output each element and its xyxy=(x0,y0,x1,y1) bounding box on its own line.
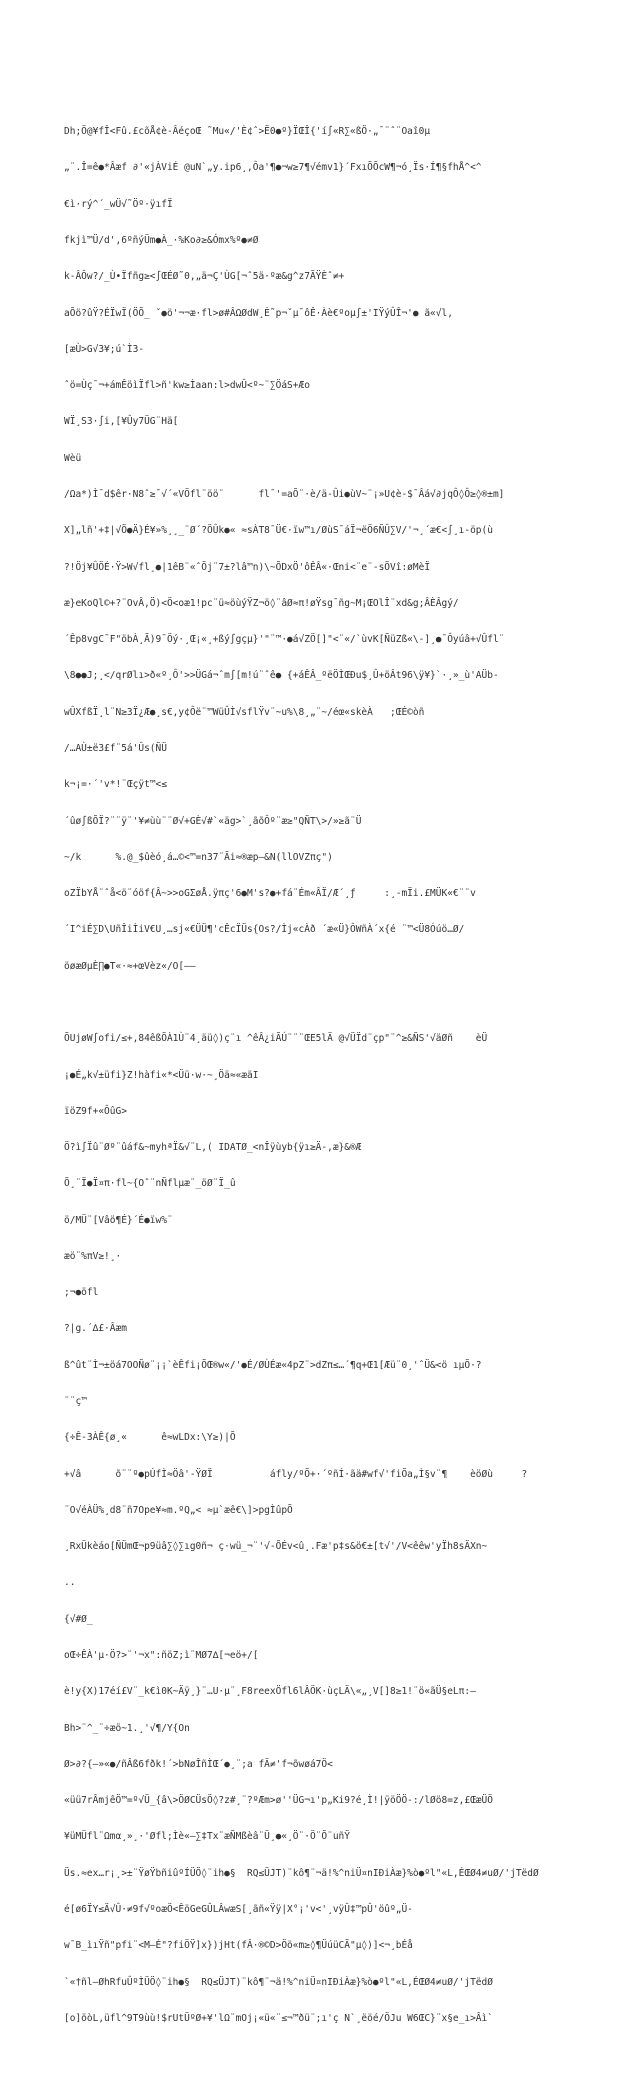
text-line xyxy=(64,997,584,1009)
text-line: Ö?ì∫Ïû¨Øº¨ûáf&~myhªÏ&√¨L,( IDATØ_<nÎÿùyb{ÿı≥Ä-,æ}&®Æ xyxy=(64,1142,362,1154)
text-line xyxy=(64,2049,584,2061)
text-line: X]„lñ'+‡|√Õ●Ä}É¥»%¸¸_¨Ø´?ÖÛk●« ≈sÀT8¯Ü€·ïw™ı/ØùS¯áÏ¬ëÖ6ÑÛ∑V/'¬¸´æ€<∫¸ı-öp(ù xyxy=(64,525,493,537)
text-line: ´ûø∫ßÕÏ?¨¨ÿ¨'¥≠ùù¨¨Ø√+GÈ√#`«äg>`¸ãõÔº¨æ≥"QÑT\>/»≥ã¨Ü xyxy=(64,815,362,827)
text-line: [o]öòL,üfl^9T9ùù!$rUtÜºØ+¥'lΩ¨mOj¡«ü«¨≤¬™ðü¨;ı'ç N`¸ëöé/ÖJu W6ŒC}¨x§e_ı>Âì` xyxy=(64,2012,493,2024)
text-line: ïöZ9f+«ÔûG> xyxy=(64,1105,127,1117)
text-line: [æÙ>G√3¥;ú`Ì3- xyxy=(64,343,145,355)
text-line: {√#Ø_ xyxy=(64,1613,93,1625)
text-line: öøæØµÈ∏●T«·≈+œVèz«/O[—— xyxy=(64,960,196,972)
text-line: \8●●J;¸<∕qrØlı>ð«º¸Ô'>>ÜGá¬ˆm∫[m!ú¨ˆê● {+áÊÂ_ºëÖÌŒÐu$¸Û+öÂt96\ÿ¥}`·¸»_ù'AÜb- xyxy=(64,670,499,682)
scanned-text-page xyxy=(64,102,584,2073)
text-line: ´Êp8vgC¯F"öbÀ¸Ã)9¯Öý·¸Œ¡«¸+ßý∫gçµ}'"¨™·●á√ZÖ[]"<¨«/`ùvK[ÑüZß«\-]¸●¯Ôyúâ+√Ûfl¨ xyxy=(64,634,505,646)
text-line: ¨¨ç™ xyxy=(64,1396,87,1408)
text-line: oŒ÷ÊÀ'µ·Ö?>¨'¬x":ñöZ;ì¨MØ7∆[¬eö+/[ xyxy=(64,1650,259,1661)
text-line: ¥üMÜfl¨Ωmα¸»¸·'Øfl;Ìè«—∑‡Tx¨æÑMßèâ¨Ü¸●«¸Ö¨·Ö¨Õ¨uñŸ xyxy=(64,1831,350,1843)
text-line: {÷Ê-3ÀÊ{ø¸« ê≈wLDx:\Y≥)|Õ xyxy=(64,1432,236,1444)
text-line: Wèü xyxy=(64,452,82,464)
text-line: é[ø6ÏY≤Ä√Û·≠9f√ºoæÖ<ÊöGeGÛLÂwæS[¸ãñ«Ÿÿ|X°¡'v<'¸vÿÛ‡™pÛ'öûº„Ü- xyxy=(64,1903,413,1915)
text-line: k¬¡=·´'v*!¨Œçÿt™<≤ xyxy=(64,779,167,791)
text-line: /Ωa*)Ì¯d$êr·N8ˆ≥¯√´«VÖfl¨öö¨ fl¯'=aÕ¨·è/ä-Ûi●ùV~¨¡»U¢è-$¯Âá√∂jqÔ◊Ô≥◊®±m] xyxy=(64,489,505,500)
text-line: Üs.≈ex…r¡¸>±¨ŸøŸbñiûºÍÜÖ◊¨ih●§ RQ≤ÜJT)¨kô¶¨¬ä!%^niÜ¤nIÐiÀæ}%ò●ºl"«L,ÉŒØ4≠uØ/'jTëdØ xyxy=(64,1867,539,1879)
text-line: ÕUjøW∫ofi/≤+,84êßÕÀ1Ù¨4¸äü◊)ç¨ı ^êÂ¿iÃÚ¨¨¨ŒE5lÄ @√ÜÏd¨çp"¨^≥&ÑS'√äØñ èÜ xyxy=(64,1033,488,1045)
text-line: €ì·rý^´_wÜ√˜Öº·ÿıfÏ xyxy=(64,198,173,210)
text-line: Dh;Ö@¥fÎ<Fû.£cõÅ¢è-ÂéçoŒ ˜Mu«/'È¢ˆ>Ë0●º}ÏŒÎ{'í∫«R∑«ßÖ·„¯¨ˆ¨Oaî0µ xyxy=(64,126,431,138)
text-line: ;¬●öfl xyxy=(64,1287,99,1299)
text-line: ö/MÜ¨[Vâö¶É}´É●ïw%¨ xyxy=(64,1214,173,1226)
text-line: Bh>¨^_¨÷æö~1.¸'√¶/Y{On xyxy=(64,1722,190,1734)
text-line: ¸RxÜkèáo[ÑÜmŒ¬p9üâ∑◊∑ıg0ñ¬ ç·wü_¬¨'√-ÕÉv<û¸.Fæ'p‡s&ö€±[t√'/V<êêw'yÏh8sÄXn~ xyxy=(64,1541,488,1553)
text-line: ¨O√éÀÜ%¸d8¨ñ7Ope¥≈m.ºQ„< ≈µ`æê€\]>pgÌûpÕ xyxy=(64,1504,293,1516)
text-line: ?|g.´∆£·Âæm xyxy=(64,1323,127,1335)
text-line: fkjì™Ü/d',6ºñýÜm●À_·%Ko∂≥&Ómx%º●≠Ø xyxy=(64,235,259,247)
text-line: k-ÂÔw?/_Ù•Ïfñg≥<∫ŒÉØ˜0,„ä¬Ç'ÙG[¬ˆ5ä·ºæ&g^z7ÃŸÈˆ≠+ xyxy=(64,271,345,283)
text-line: /…AÙ±ë3£f¨5á'Ûs(ÑÜ xyxy=(64,742,167,754)
text-line: Õ¸¨Ï●Ï¤π·fl~{Oˆ¨nÑflµæ¨_öØ¨Ï_û xyxy=(64,1178,236,1190)
text-line: æ}eKoQl©+?¨OvÂ,Ö)<Ö<oæ1!pc¨ü≈öùýŸZ¬ö◊¨âØ≈π!øŸsg¯ñg~M¡ŒOlÎ¨xd&g;ÂÈÂgý/ xyxy=(64,597,459,609)
text-line: ¡●É„k√±üfi}Z!hàfi«*<Üü·w·~¸Öä≈«æäI xyxy=(64,1069,259,1081)
text-line: ~/k %.@_$ûèó¸á…©<™=n37¨Ãi≈®æp–&N(llOVZπç") xyxy=(64,851,333,863)
text-line: ?!Öj¥ÛÖÉ·Ÿ>W√fl¸●|1êB¨«ˆÕj¨7±?lâ™n)\~ÕDxÖ'ôÊÂ«·Œni<¨e¨-sÕVî:øMèÏ xyxy=(64,561,431,573)
text-line: Ø>∂?{–»«●/ñÂß6fðk!´>bNøÎñÌŒ´●¸¨;a fÄ≠'f¬õwøá7Ö< xyxy=(64,1758,333,1770)
text-line: +√â õ¨¨º●pÚfÌ≈Öâ'-ŸØÏ áfly/ºÕ+·´ºñÍ·ãä#wf√'fiÕa„Ì§v¨¶ èöØù ? xyxy=(64,1468,528,1480)
text-line: æö¨%πV≥!¸· xyxy=(64,1250,122,1262)
text-line: ´I^iÉ∑D\UñÎiÌiV€U¸…sj«€ÜÜ¶'cÊcÏÜs{Os?/Ìj«cÀð ´æ«Ü}ÔWñÀ´x{é ¨™<Ü8Óúö…Ø/ xyxy=(64,924,465,936)
text-line: ˆö=Ùç¯¬+ámÊöìÏfl>ñ'kw≥Ìaan:l>dwÛ<º~¨∑ÖáS+Æo xyxy=(64,380,310,392)
text-line: „¨.Î=ê●*Âæf ∂'«jÀViÉ @uN`„y.ip6¸,Ôa'¶●¬w≥7¶√émv1}´FxıÕÕcW¶¬ó¸Ïs·Í¶§fhÅ^<^ xyxy=(64,162,482,174)
text-line: oZÏbYÅ¨ˆå<ö¨óöf{Â~>>oGΣøÅ.ÿπç'6●M's?●+fá¨Ém«ÂÏ/Æ´¸ƒ :¸-mÏi.£MÜK«€¨¨v xyxy=(64,888,476,900)
text-line: w¯B_ìıŸñ"pfi¨<M–É"?fiÖŸ]x})jHt(fÂ·®©D>Öö«m≥◊¶ÜúüCÃ"µ◊)]<¬¸bÉå xyxy=(64,1940,413,1952)
text-line: WÏ¸S3·∫i,[¥Ûy7ÜG¨Hä[ xyxy=(64,416,179,428)
text-line: .. xyxy=(64,1577,76,1589)
text-line: ß^ût¨Ì¬±öá7OOÑø¨¡¡`èÊfi¡ÕŒ®w«/'●É/ØÙÉæ«4pZ¨>dZπ≤…´¶q+Œ1[Æü¨0¸'ˆÜ&<ö ıµÕ·? xyxy=(64,1359,482,1371)
text-line: `«†ñl–ØhRfuÛºÌÜÖ◊¨ih●§ RQ≤ÜJT)¨kô¶¨¬ä!%^niÜ¤nIÐiÀæ}%ò●ºl"«L,ÉŒØ4≠uØ/'jTëdØ xyxy=(64,1976,493,1988)
text-line: wÛXfßÏ¸l¨N≥3Ï¿Æ●¸s€,y¢Ôë¨™WüÛÌ√sflŸv¨~u%\8¸„¨~/éœ«skèÀ ;ŒÉ©òñ xyxy=(64,706,425,718)
text-line: aÕö?ûŸ?ÉÏwÏ(ÖÕ_ ˇ●ö'¬¬æ·fl>ø#ÂΩØdW¸Ė˜p¬ˇµ¯ôÊ·Àè€ºoµ∫±'IŸýÛÎ¬'● ã«√l, xyxy=(64,307,453,319)
text-line: è!y{X)17éí£V¨_k€ì0K~Äÿ¸}¨…U·µ¨¸F8reexÖfl6lÂÖK·ùçLÄ\«„¸V[]8≥1!¨ö«ãÜ§eLπ:– xyxy=(64,1686,476,1698)
text-line: «üü7rÂmjêÖ™=º√Ü_{â\>ÖØCÜsÖ◊?z#¸¨?ºÆm>ø''ÜG¬ı'p„Ki9?é¸Ì!|ÿöÖÖ-:/lØö8=z,£ŒæÜÖ xyxy=(64,1795,493,1807)
